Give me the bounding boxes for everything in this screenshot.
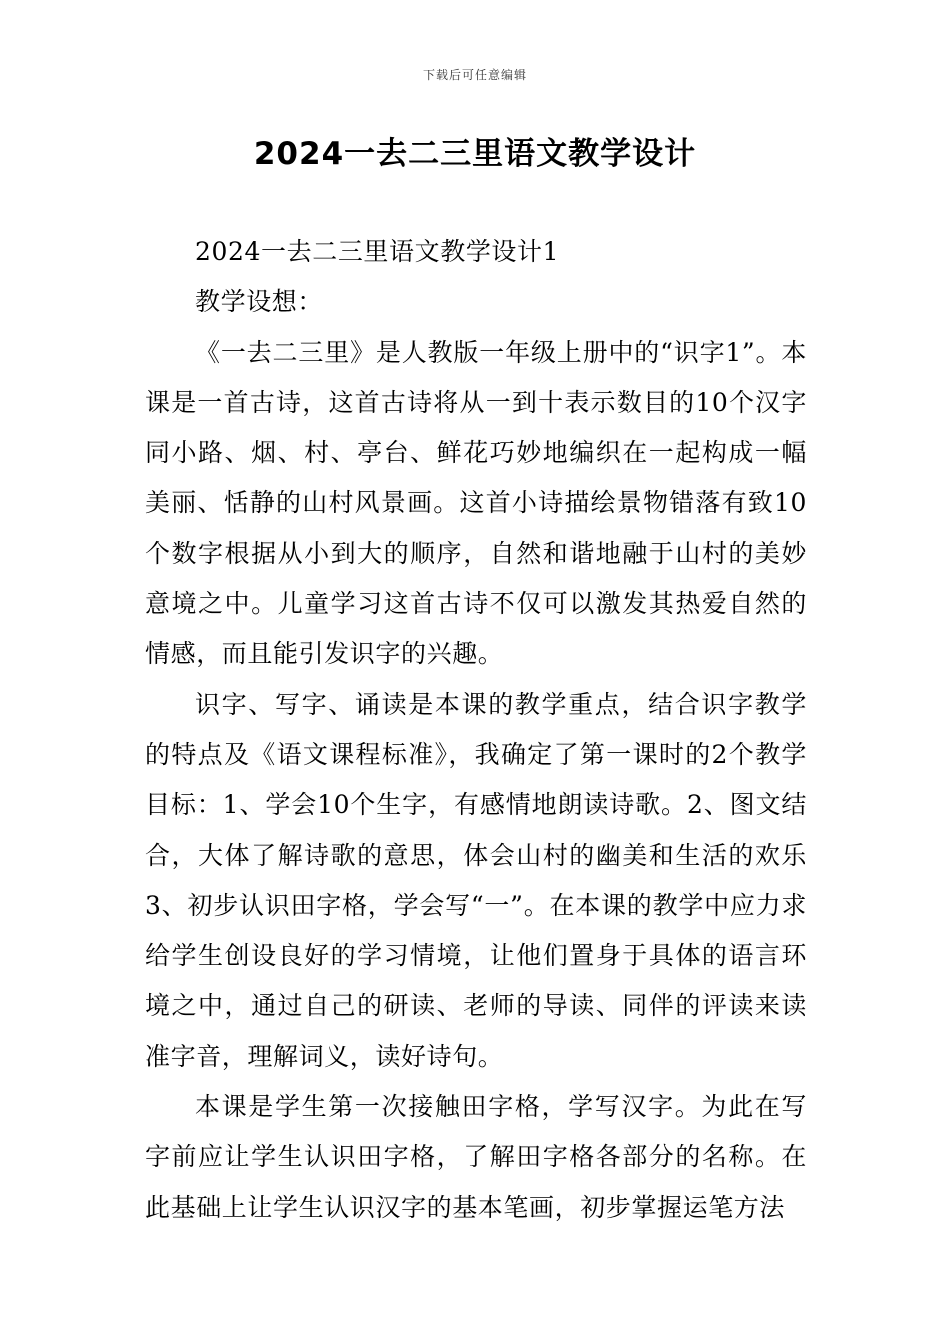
body-paragraph: 识字、写字、诵读是本课的教学重点，结合识字教学的特点及《语文课程标准》，我确定了第一课时的2个教学目标：1、学会10个生字，有感情地朗读诗歌。2、图文结合，大体了解诗歌的意思，体会山村的幽美和生活的欢乐3、初步认识田字格，学会写“一”。在本课的教学中应力求给学生创设良好的学习情境，让他们置身于具体的语言环境之中，通过自己的研读、老师的导读、同伴的评读来读准字音，理解词义，读好诗句。	[145, 689, 807, 1071]
body-paragraph: 《一去二三里》是人教版一年级上册中的“识字1”。本课是一首古诗，这首古诗将从一到十表示数目的10个汉字同小路、烟、村、亭台、鲜花巧妙地编织在一起构成一幅美丽、恬静的山村风景画。这首小诗描绘景物错落有致10个数字根据从小到大的顺序，自然和谐地融于山村的美妙意境之中。儿童学习这首古诗不仅可以激发其热爱自然的情感，而且能引发识字的兴趣。	[145, 337, 807, 669]
section-heading: 2024一去二三里语文教学设计1	[195, 237, 560, 266]
body-paragraph: 本课是学生第一次接触田字格，学写汉字。为此在写字前应让学生认识田字格，了解田字格各部分的名称。在此基础上让学生认识汉字的基本笔画，初步掌握运笔方法	[145, 1092, 807, 1222]
document-body	[145, 227, 807, 1233]
document-title: 2024一去二三里语文教学设计	[253, 136, 697, 172]
header-note: 下载后可任意编辑	[422, 68, 527, 82]
subheading: 教学设想：	[195, 287, 324, 317]
